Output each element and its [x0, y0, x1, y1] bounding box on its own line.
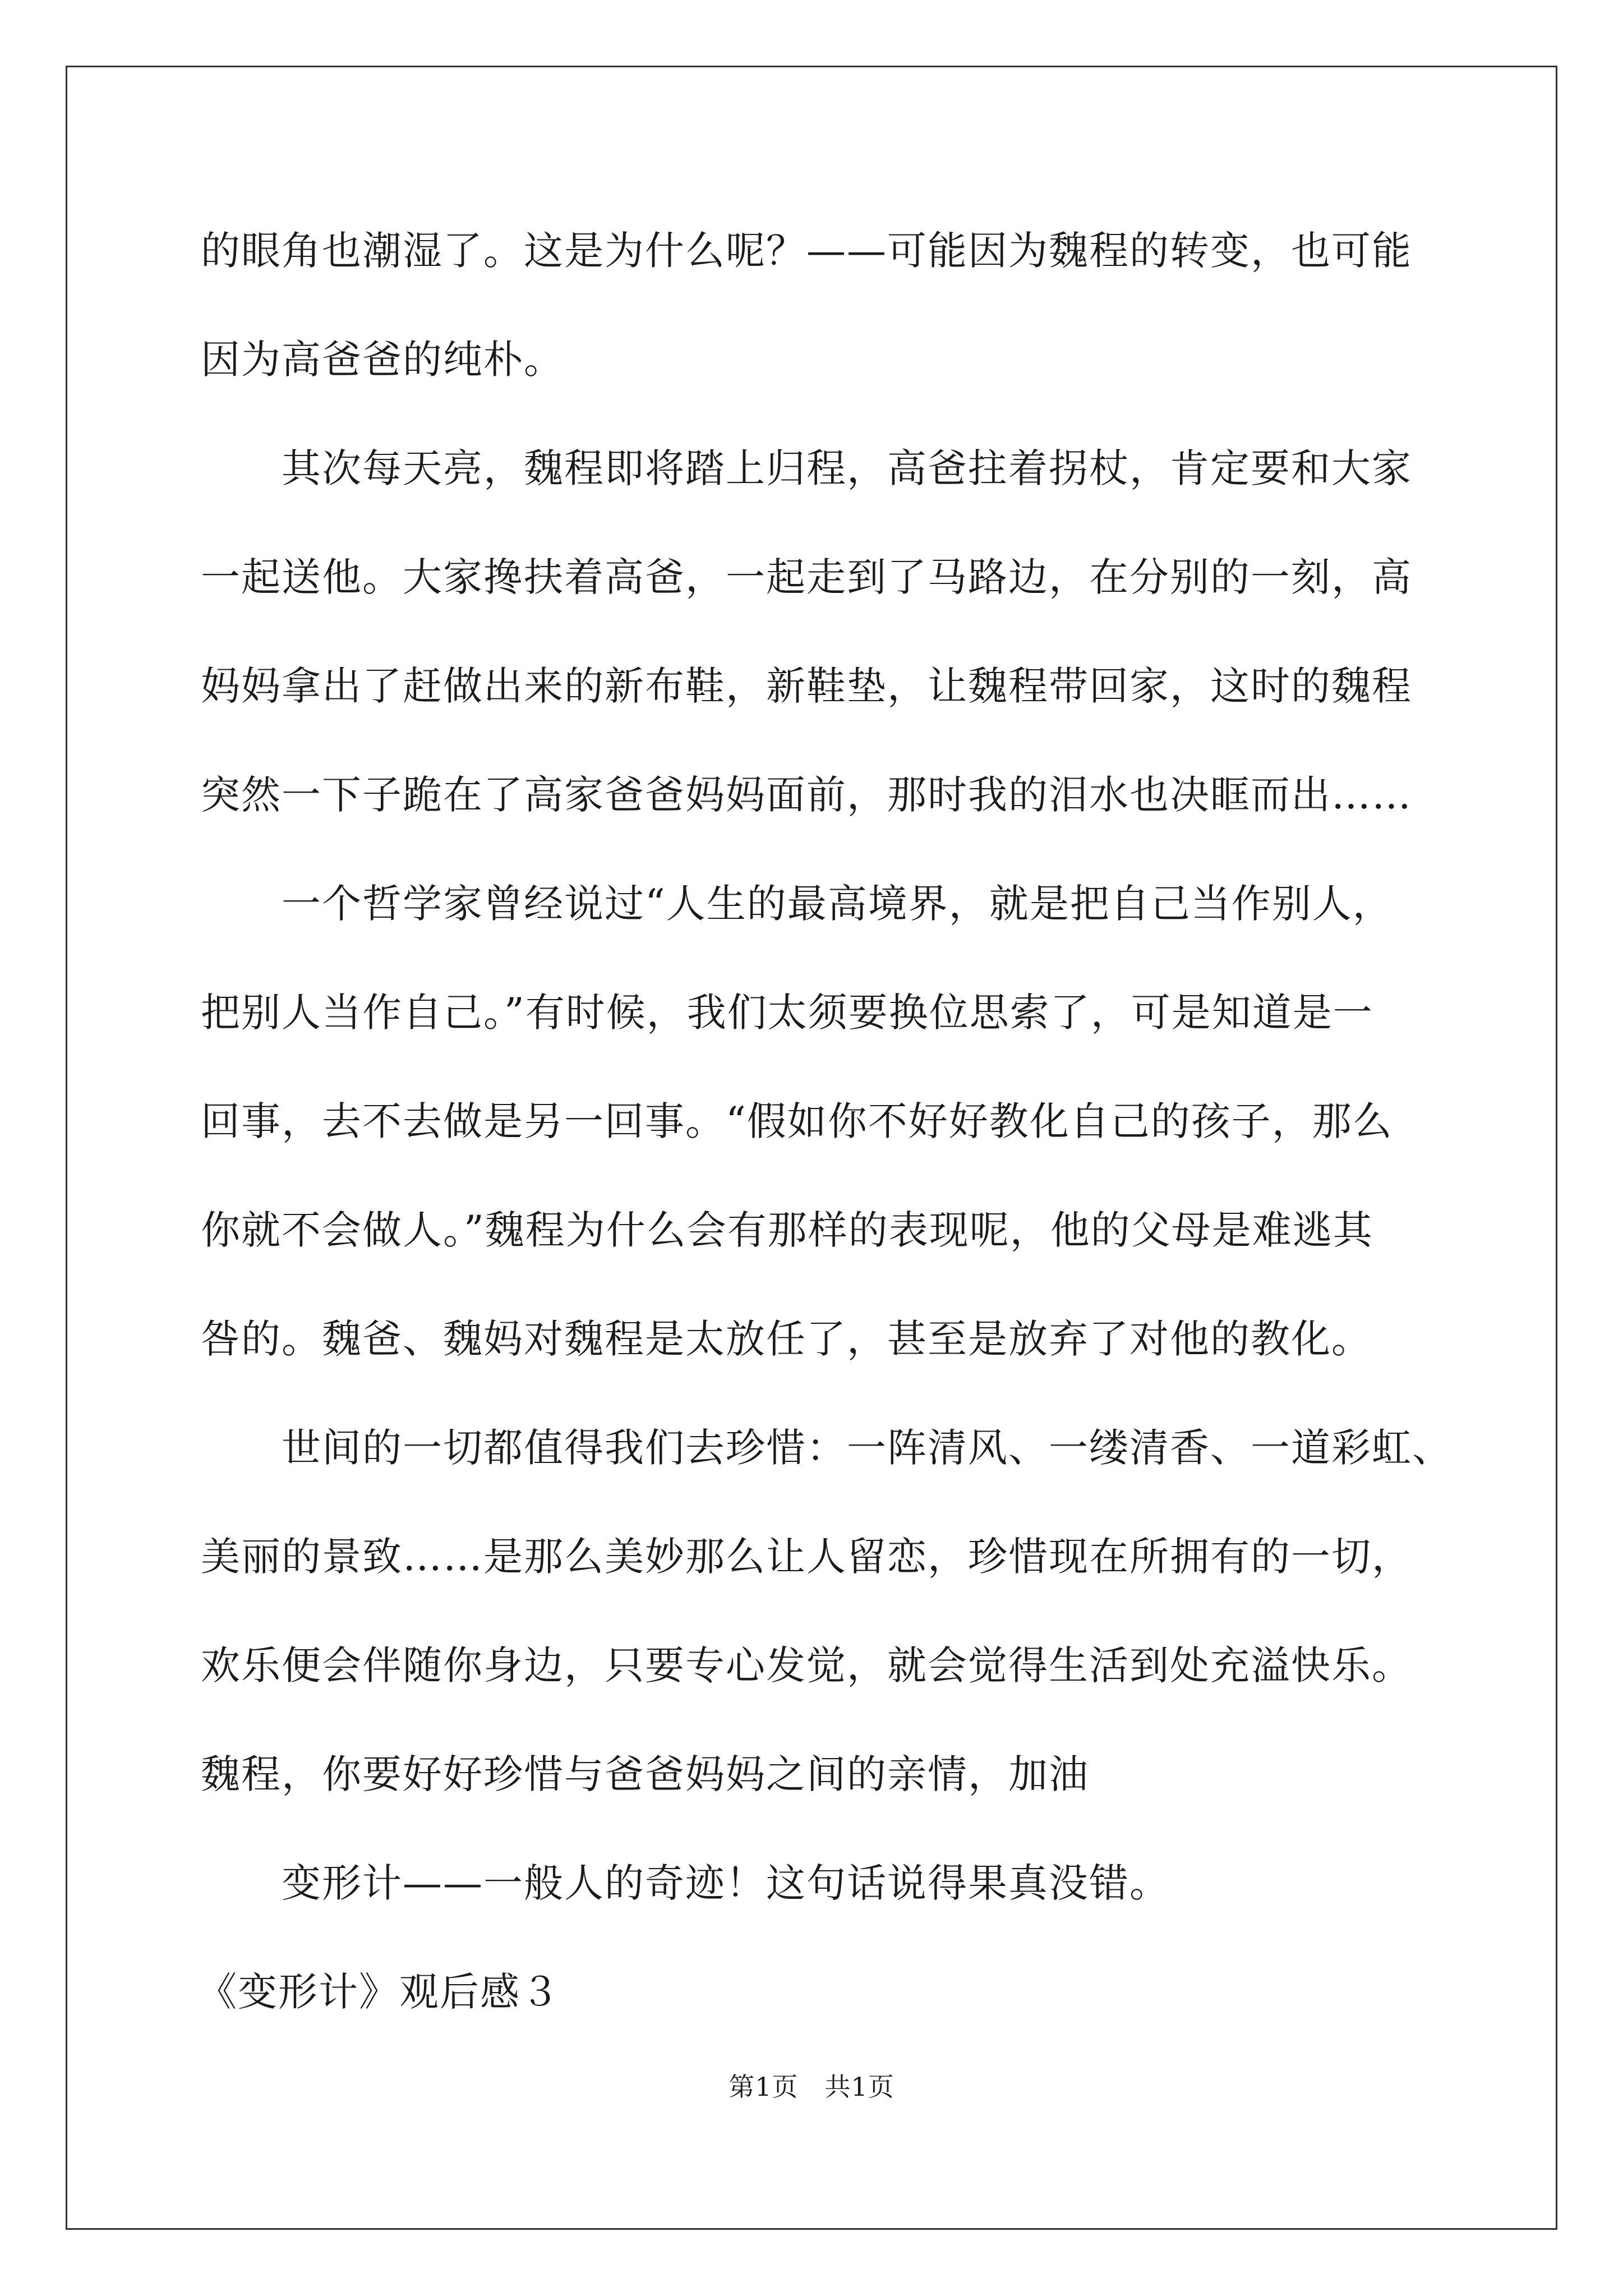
text-line-7: 一个哲学家曾经说过“人生的最高境界，就是把自己当作别人， [282, 881, 1393, 927]
text-line-6: 突然一下子跪在了高家爸爸妈妈面前，那时我的泪水也决眶而出…… [201, 772, 1412, 818]
text-line-16: 变形计——一般人的奇迹！这句话说得果真没错。 [282, 1860, 1170, 1906]
text-line-4: 一起送他。大家搀扶着高爸，一起走到了马路边，在分别的一刻，高 [201, 554, 1412, 600]
text-line-1: 的眼角也潮湿了。这是为什么呢？——可能因为魏程的转变，也可能 [201, 228, 1412, 274]
text-line-14: 欢乐便会伴随你身边，只要专心发觉，就会觉得生活到处充溢快乐。 [201, 1642, 1412, 1688]
text-line-9: 回事，去不去做是另一回事。“假如你不好好教化自己的孩子，那么 [201, 1098, 1393, 1144]
text-line-10: 你就不会做人。”魏程为什么会有那样的表现呢，他的父母是难逃其 [201, 1207, 1373, 1253]
text-line-13: 美丽的景致……是那么美妙那么让人留恋，珍惜现在所拥有的一切， [201, 1534, 1412, 1580]
text-line-15: 魏程，你要好好珍惜与爸爸妈妈之间的亲情，加油 [201, 1751, 1089, 1797]
text-line-3: 其次每天亮，魏程即将踏上归程，高爸拄着拐杖，肯定要和大家 [282, 445, 1412, 491]
page-footer: 第1页 共1页 [728, 2072, 895, 2102]
text-line-11: 咎的。魏爸、魏妈对魏程是太放任了，甚至是放弃了对他的教化。 [201, 1316, 1372, 1362]
text-line-2: 因为高爸爸的纯朴。 [201, 337, 564, 383]
text-line-5: 妈妈拿出了赶做出来的新布鞋，新鞋垫，让魏程带回家，这时的魏程 [201, 663, 1412, 709]
text-line-12: 世间的一切都值得我们去珍惜：一阵清风、一缕清香、一道彩虹、 [282, 1425, 1453, 1471]
text-line-8: 把别人当作自己。”有时候，我们太须要换位思索了，可是知道是一 [201, 990, 1373, 1036]
section-heading: 《变形计》观后感３ [197, 1969, 561, 2015]
